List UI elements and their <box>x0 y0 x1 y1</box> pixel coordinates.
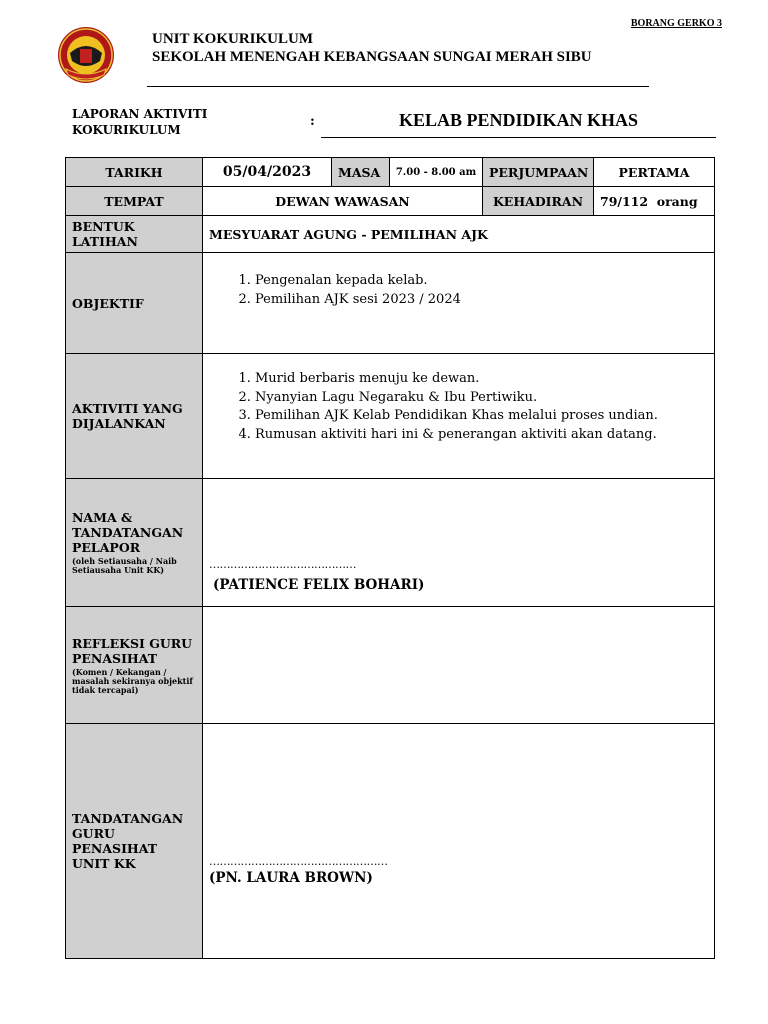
aktiviti-cell <box>203 354 715 479</box>
kehadiran-label: KEHADIRAN <box>483 187 594 216</box>
aktiviti-label-2: DIJALANKAN <box>72 416 166 431</box>
tandatangan-label <box>66 724 203 959</box>
aktiviti-item: 4. Rumusan aktiviti hari ini & penerangan aktiviti akan datang. <box>255 426 708 445</box>
header-divider <box>147 86 649 87</box>
nama-note: (oleh Setiausaha / Naib Setiausaha Unit KK) <box>72 556 177 575</box>
objektif-list <box>209 272 708 309</box>
objektif-label: OBJEKTIF <box>66 253 203 354</box>
report-table <box>65 157 715 959</box>
tempat-value: DEWAN WAWASAN <box>203 187 483 216</box>
nama-label-1: NAMA & <box>72 510 133 525</box>
aktiviti-item: 1. Murid berbaris menuju ke dewan. <box>255 370 708 389</box>
refleksi-label <box>66 607 203 724</box>
bentuk-label: BENTUK LATIHAN <box>66 216 203 253</box>
aktiviti-item: 2. Nyanyian Lagu Negaraku & Ibu Pertiwiku. <box>255 389 708 408</box>
masa-label: MASA <box>332 158 390 187</box>
tarikh-value: 05/04/2023 <box>203 158 332 187</box>
guru-signature-cell <box>203 724 715 959</box>
objektif-cell <box>203 253 715 354</box>
club-underline <box>321 137 716 138</box>
guru-signature-line: …………………………………………… <box>209 855 388 868</box>
tandatangan-label-3: UNIT KK <box>72 856 136 871</box>
tandatangan-label-1: TANDATANGAN <box>72 811 184 826</box>
pelapor-signature-line: …………………………………… <box>209 558 356 571</box>
pelapor-signature-cell <box>203 479 715 607</box>
refleksi-label-1: REFLEKSI GURU <box>72 635 193 651</box>
aktiviti-list <box>209 370 708 444</box>
tarikh-label: TARIKH <box>66 158 203 187</box>
refleksi-cell[interactable] <box>203 607 715 724</box>
guru-name: (PN. LAURA BROWN) <box>209 870 373 886</box>
perjumpaan-value: PERTAMA <box>594 158 715 187</box>
aktiviti-label <box>66 354 203 479</box>
refleksi-label-2: PENASIHAT <box>72 650 158 666</box>
aktiviti-label-1: AKTIVITI YANG <box>72 401 183 416</box>
tandatangan-label-2: GURU PENASIHAT <box>72 826 158 856</box>
club-name: KELAB PENDIDIKAN KHAS <box>398 110 639 130</box>
report-label-line1: LAPORAN AKTIVITI <box>72 107 208 121</box>
report-label-line2: KOKURIKULUM <box>72 123 181 137</box>
school-name: SEKOLAH MENENGAH KEBANGSAAN SUNGAI MERAH SIBU <box>152 49 592 65</box>
bentuk-value: MESYUARAT AGUNG - PEMILIHAN AJK <box>203 216 715 253</box>
aktiviti-item: 3. Pemilihan AJK Kelab Pendidikan Khas melalui proses undian. <box>255 407 708 426</box>
school-crest-logo <box>56 25 116 85</box>
perjumpaan-label: PERJUMPAAN <box>483 158 594 187</box>
nama-label-3: PELAPOR <box>72 540 141 555</box>
form-code: BORANG GERKO 3 <box>630 18 722 29</box>
objektif-item: 1. Pengenalan kepada kelab. <box>255 272 708 291</box>
nama-label <box>66 479 203 607</box>
kehadiran-value: 79/112 orang <box>594 187 715 216</box>
pelapor-name: (PATIENCE FELIX BOHARI) <box>213 577 425 593</box>
tempat-label: TEMPAT <box>66 187 203 216</box>
report-colon: : <box>310 114 315 129</box>
unit-title: UNIT KOKURIKULUM <box>152 31 313 47</box>
objektif-item: 2. Pemilihan AJK sesi 2023 / 2024 <box>255 291 708 310</box>
report-label <box>72 106 207 138</box>
nama-label-2: TANDATANGAN <box>72 525 184 540</box>
refleksi-note: (Komen / Kekangan / masalah sekiranya objektif tidak tercapai) <box>72 666 193 695</box>
masa-value: 7.00 - 8.00 am <box>390 158 483 187</box>
header-title <box>152 30 592 66</box>
